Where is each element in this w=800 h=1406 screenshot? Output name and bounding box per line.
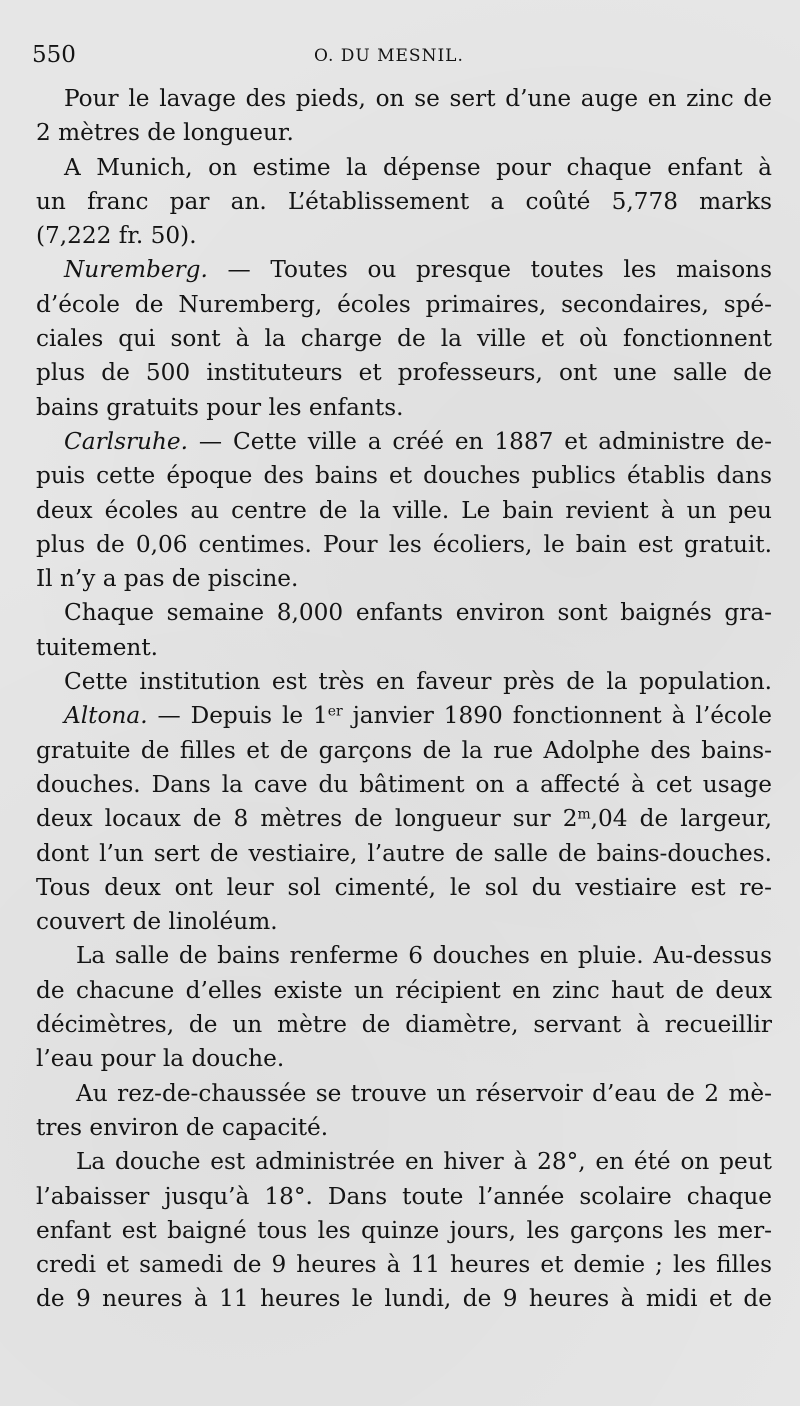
text-line: La salle de bains renferme 6 douches en pluie. Au-dessus — [76, 942, 772, 970]
text-line: un franc par an. L’établissement a coûté 5,778 marks — [36, 187, 772, 215]
text-line: dont l’un sert de vestiaire, l’autre de salle de bains-douches. — [36, 839, 772, 867]
text-line: credi et samedi de 9 heures à 11 heures et demie ; les filles — [36, 1251, 772, 1279]
text-line: puis cette époque des bains et douches publics établis dans — [36, 462, 772, 490]
text-line: tuitement. — [36, 633, 159, 661]
text-line: (7,222 fr. 50). — [36, 222, 197, 250]
text-run: deux locaux de 8 mètres de longueur sur 2 — [36, 805, 578, 833]
superscript: m — [577, 806, 591, 823]
text-line: l’eau pour la douche. — [36, 1045, 285, 1073]
text-line — [36, 253, 772, 287]
running-head: O. DU MESNIL. — [314, 46, 464, 66]
text-line — [36, 699, 772, 733]
text-line: l’abaisser jusqu’à 18°. Dans toute l’année scolaire chaque — [36, 1182, 772, 1210]
text-line: douches. Dans la cave du bâtiment on a affecté à cet usage — [36, 770, 772, 798]
text-line: enfant est baigné tous les quinze jours, les garçons les mer- — [36, 1216, 772, 1244]
text-line: Au rez-de-chaussée se trouve un réservoir d’eau de 2 mè- — [76, 1079, 772, 1107]
text-run: ,04 de largeur, — [590, 805, 772, 833]
city-name-nuremberg: Nuremberg. — [64, 256, 208, 284]
page-header — [32, 42, 762, 72]
text-line: Chaque semaine 8,000 enfants environ sont baignés gra- — [64, 599, 772, 627]
text-line: de 9 neures à 11 heures le lundi, de 9 heures à midi et de — [36, 1285, 772, 1313]
text-line: Cette institution est très en faveur près de la population. — [64, 668, 772, 696]
city-name-altona: Altona. — [64, 702, 148, 730]
text-line: ciales qui sont à la charge de la ville et où fonctionnent — [36, 325, 772, 353]
superscript: er — [327, 703, 343, 720]
body-text — [36, 82, 772, 1317]
text-line — [36, 802, 772, 836]
text-line: Il n’y a pas de piscine. — [36, 565, 299, 593]
text-line: gratuite de filles et de garçons de la rue Adolphe des bains- — [36, 736, 772, 764]
city-name-carlsruhe: Carlsruhe. — [64, 427, 189, 455]
text-line — [36, 425, 772, 459]
text-line: couvert de linoléum. — [36, 908, 278, 936]
text-line: tres environ de capacité. — [36, 1113, 329, 1141]
page-number: 550 — [32, 42, 76, 68]
text-run: — Depuis le 1 — [147, 702, 328, 730]
text-line: Tous deux ont leur sol cimenté, le sol du vestiaire est re- — [36, 873, 772, 901]
text-line: plus de 0,06 centimes. Pour les écoliers, le bain est gratuit. — [36, 530, 772, 558]
text-line: A Munich, on estime la dépense pour chaque enfant à — [64, 153, 772, 181]
text-line: d’école de Nuremberg, écoles primaires, secondaires, spé- — [36, 290, 772, 318]
text-line: deux écoles au centre de la ville. Le bain revient à un peu — [36, 496, 772, 524]
text-run: — Toutes ou presque toutes les maisons — [207, 256, 772, 284]
text-run: — Cette ville a créé en 1887 et administre de- — [188, 427, 772, 455]
text-run: janvier 1890 fonctionnent à l’école — [342, 702, 772, 730]
text-line: plus de 500 instituteurs et professeurs, ont une salle de — [36, 359, 772, 387]
text-line: 2 mètres de longueur. — [36, 119, 294, 147]
text-line: bains gratuits pour les enfants. — [36, 393, 404, 421]
text-line: décimètres, de un mètre de diamètre, servant à recueillir — [36, 1011, 772, 1039]
text-line: La douche est administrée en hiver à 28°, en été on peut — [76, 1148, 772, 1176]
text-line: Pour le lavage des pieds, on se sert d’une auge en zinc de — [64, 85, 772, 112]
text-line: de chacune d’elles existe un récipient en zinc haut de deux — [36, 976, 772, 1004]
